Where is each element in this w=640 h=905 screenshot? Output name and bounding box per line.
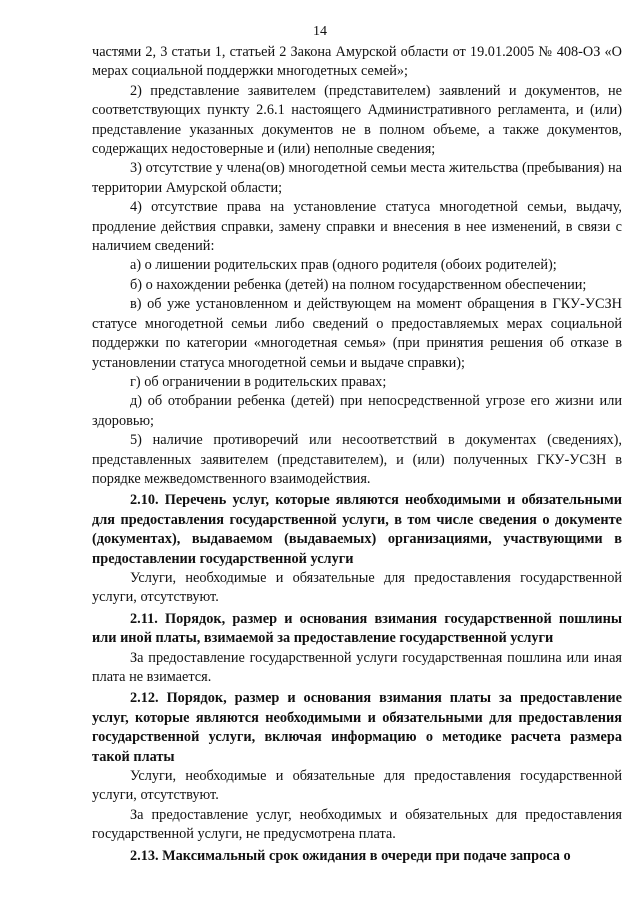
paragraph-2-12-body-2: За предоставление услуг, необходимых и обязательных для предоставления государственной услуги, не предусмотрена плата. (92, 806, 622, 843)
paragraph-item-3: 3) отсутствие у члена(ов) многодетной семьи места жительства (пребывания) на территории Амурской области; (92, 160, 622, 196)
section-heading-2-11: 2.11. Порядок, размер и основания взимания государственной пошлины или иной платы, взимаемой за предоставление государственной услуги (92, 610, 622, 647)
paragraph-subitem-a: а) о лишении родительских прав (одного родителя (обоих родителей); (130, 257, 557, 274)
page-number: 14 (313, 24, 327, 39)
paragraph-item-4: 4) отсутствие права на установление статуса многодетной семьи, выдачу, продление действия справки, замену справки и внесения в нее изменений, в связи с наличием сведений: (92, 199, 622, 255)
paragraph-subitem-g: г) об ограничении в родительских правах; (130, 373, 387, 390)
paragraph-2-11-body: За предоставление государственной услуги государственная пошлина или иная плата не взимается. (92, 649, 622, 685)
paragraph-law-reference: частями 2, 3 статьи 1, статьей 2 Закона Амурской области от 19.01.2005 № 408-ОЗ «О мерах социальной поддержки многодетных семей»; (92, 44, 622, 80)
paragraph-item-2: 2) представление заявителем (представителем) заявлений и документов, не соответствующих пункту 2.6.1 настоящего Административного регламента, и (или) представление указанных документов не в полном объеме, а также документов, содержащих недостоверные и (или) неполные сведения; (92, 82, 622, 158)
section-heading-2-12: 2.12. Порядок, размер и основания взимания платы за предоставление услуг, которые являются необходимыми и обязательными для предоставления государственной услуги, включая информацию о методике расчета размера такой платы (92, 690, 622, 765)
paragraph-subitem-b: б) о нахождении ребенка (детей) на полном государственном обеспечении; (130, 276, 587, 293)
paragraph-subitem-d: д) об отобрании ребенка (детей) при непосредственной угрозе его жизни или здоровью; (92, 393, 622, 429)
section-heading-2-10: 2.10. Перечень услуг, которые являются необходимыми и обязательными для предоставления государственной услуги, в том числе сведения о документе (документах), выдаваемом (выдаваемых) организациями, участвующими в предоставлении государственной услуги (92, 492, 622, 567)
paragraph-item-5: 5) наличие противоречий или несоответствий в документах (сведениях), представленных заявителем (представителем), и (или) полученных ГКУ-УСЗН в порядке межведомственного взаимодействия. (92, 432, 622, 487)
paragraph-2-10-body: Услуги, необходимые и обязательные для предоставления государственной услуги, отсутствуют. (92, 569, 622, 606)
paragraph-subitem-v: в) об уже установленном и действующем на момент обращения в ГКУ-УСЗН статусе многодетной семьи либо сведений о предоставляемых мерах социальной поддержки по категории «многодетная семья» (при принятия решения об отказе в установлении статуса многодетной семьи и выдаче справки); (92, 296, 622, 371)
document-body (92, 43, 622, 866)
paragraph-2-12-body-1: Услуги, необходимые и обязательные для предоставления государственной услуги, отсутствуют. (92, 768, 622, 804)
section-heading-2-13: 2.13. Максимальный срок ожидания в очереди при подаче запроса о (130, 847, 571, 864)
